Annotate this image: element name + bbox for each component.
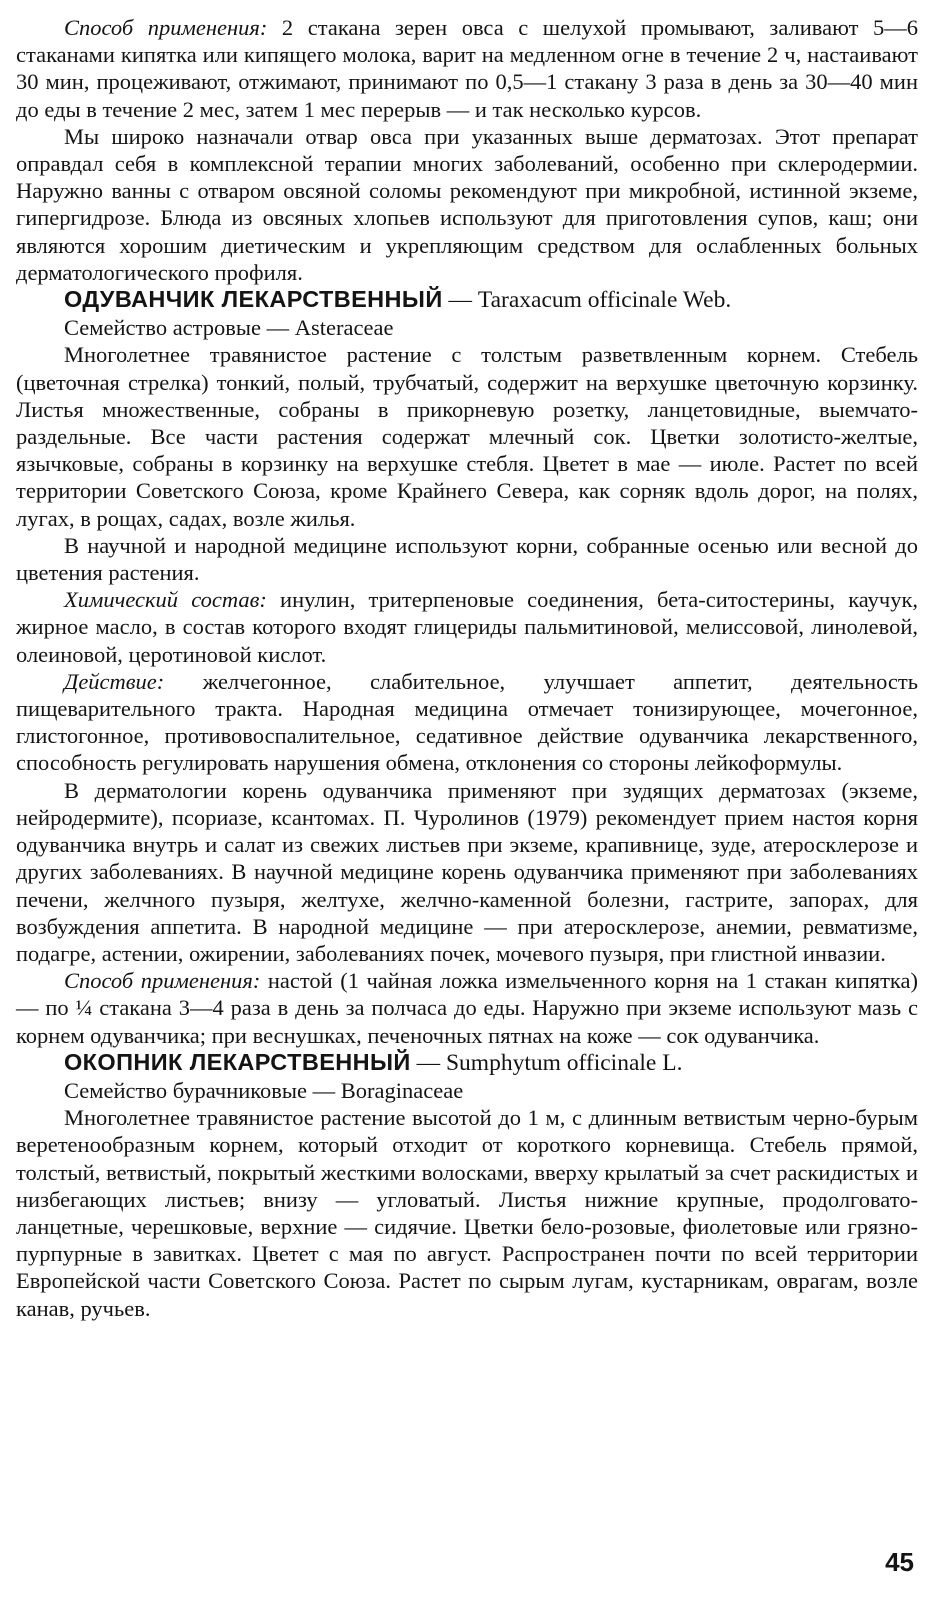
comfrey-heading bbox=[16, 1049, 918, 1077]
method-label: Способ применения: bbox=[64, 15, 268, 40]
dandelion-title: ОДУВАНЧИК ЛЕКАРСТВЕННЫЙ bbox=[64, 286, 443, 313]
dandelion-latin: — Taraxacum officinale Web. bbox=[442, 287, 732, 314]
book-page-text bbox=[16, 14, 918, 1322]
dandelion-method-paragraph bbox=[16, 967, 918, 1049]
comfrey-title: ОКОПНИК ЛЕКАРСТВЕННЫЙ bbox=[64, 1048, 411, 1075]
comfrey-description: Многолетнее травянистое растение высотой до 1 м, с длинным ветвистым черно-бурым веретенообразным корнем, который отходит от короткого корневища. Стебель прямой, толстый, ветвистый, покрытый жесткими волосками, вверху крылатый за счет раскидистых и низбегающих листьев; внизу — угловатый. Листья нижние крупные, продолговато-ланцетные, черешковые, верхние — сидячие. Цветки бело-розовые, фиолетовые или грязно-пурпурные в завитках. Цветет с мая по август. Распространен почти по всей территории Европейской части Советского Союза. Растет по сырым лугам, кустарникам, оврагам, возле канав, ручьев. bbox=[16, 1105, 918, 1321]
method-text: 2 стакана зерен овса с шелухой промывают, заливают 5—6 стаканами кипятка или кипящего молока, варит на медленном огне в течение 2 ч, настаивают 30 мин, процеживают, отжимают, принимают по 0,5—1 стакану 3 раза в день за 30—40 мин до еды в течение 2 мес, затем 1 мес перерыв — и так несколько курсов. bbox=[16, 15, 918, 122]
dandelion-description: Многолетнее травянистое растение с толстым разветвленным корнем. Стебель (цветочная стрелка) тонкий, полый, трубчатый, содержит на верхушке цветочную корзинку. Листья множественные, собраны в прикорневую розетку, ланцетовидные, выемчато-раздельные. Все части растения содержат млечный сок. Цветки золотисто-желтые, язычковые, собраны в корзинку на верхушке стебля. Цветет в мае — июле. Растет по всей территории Советского Союза, кроме Крайнего Севера, как сорняк вдоль дорог, на полях, лугах, в рощах, садах, возле жилья. bbox=[16, 342, 918, 531]
dandelion-chem-paragraph bbox=[16, 586, 918, 668]
dandelion-heading bbox=[16, 286, 918, 314]
action-label: Действие: bbox=[64, 668, 165, 694]
dandelion-family: Семейство астровые — Asteraceae bbox=[64, 315, 394, 341]
dandelion-derm-paragraph: В дерматологии корень одуванчика применяют при зудящих дерматозах (экземе, нейродермите), псориазе, ксантомах. П. Чуролинов (1979) рекомендует прием настоя корня одуванчика внутрь и салат из свежих листьев при экземе, крапивнице, зуде, атеросклерозе и других заболеваниях. В научной медицине корень одуванчика применяют при заболеваниях печени, желчного пузыря, желтухе, желчно-каменной болезни, гастрите, запорах, для возбуждения аппетита. В народной медицине — при атеросклерозе, анемии, ревматизме, подагре, астении, ожирении, заболеваниях почек, мочевого пузыря, при глистной инвазии. bbox=[16, 777, 918, 966]
action-text: желчегонное, слабительное, улучшает аппетит, деятельность пищеварительного тракта. Народная медицина отмечает тонизирующее, мочегонное, глистогонное, противовоспалительное, седативное действие одуванчика лекарственного, способность регулировать нарушения обмена, отклонения со стороны лейкоформулы. bbox=[16, 668, 918, 776]
oats-usage-paragraph: Мы широко назначали отвар овса при указанных выше дерматозах. Этот препарат оправдал себя в комплексной терапии многих заболеваний, особенно при склеродермии. Наружно ванны с отваром овсяной соломы рекомендуют при микробной, истинной экземе, гипергидрозе. Блюда из овсяных хлопьев используют для приготовления супов, каш; они являются хорошим диетическим и укрепляющим средством для ослабленных больных дерматологического профиля. bbox=[16, 123, 918, 285]
comfrey-latin: — Sumphytum officinale L. bbox=[410, 1049, 683, 1076]
page-number: 45 bbox=[885, 1547, 914, 1577]
method-label: Способ применения: bbox=[64, 968, 261, 994]
chem-label: Химический состав: bbox=[64, 587, 267, 613]
method-text: настой (1 чайная ложка измельченного корня на 1 стакан кипятка) — по ¼ стакана 3—4 раза в день за полчаса до еды. Наружно при экземе используют мазь с корнем одуванчика; при веснушках, печеночных пятнах на коже — сок одуванчика. bbox=[16, 968, 919, 1048]
dandelion-usage: В научной и народной медицине используют корни, собранные осенью или весной до цветения растения. bbox=[16, 532, 918, 586]
dandelion-action-paragraph bbox=[16, 668, 918, 777]
oats-method-paragraph bbox=[16, 14, 918, 123]
comfrey-family: Семейство бурачниковые — Boraginaceae bbox=[64, 1077, 464, 1103]
chem-text: инулин, тритерпеновые соединения, бета-ситостерины, каучук, жирное масло, в состав которого входят глицериды пальмитиновой, мелиссовой, линолевой, олеиновой, церотиновой кислот. bbox=[16, 587, 918, 667]
